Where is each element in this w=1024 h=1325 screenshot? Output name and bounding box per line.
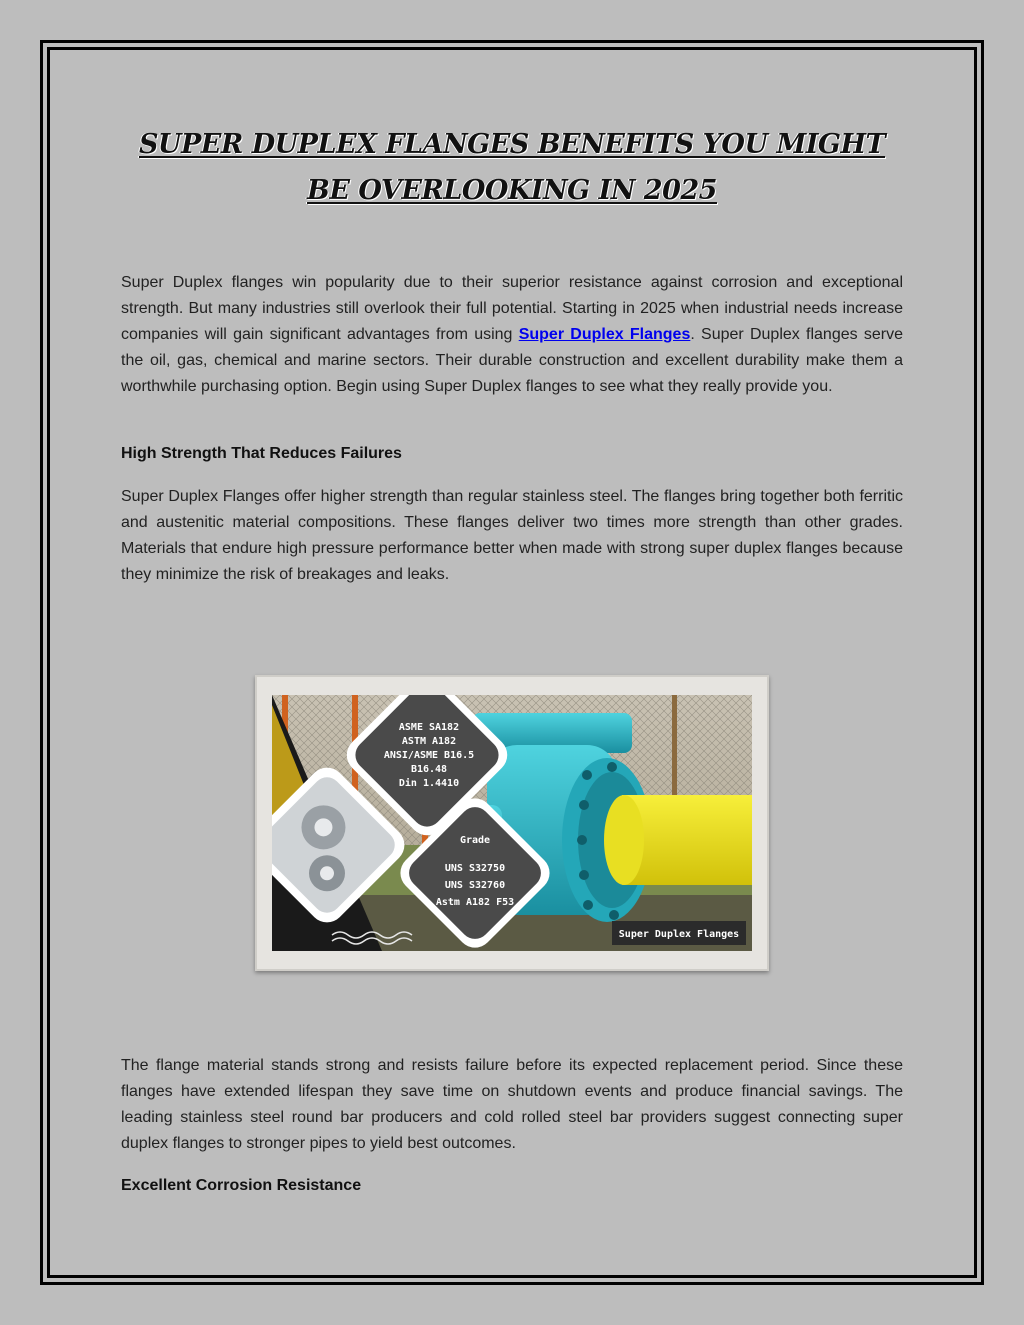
super-duplex-flanges-link[interactable]: Super Duplex Flanges [518,326,691,343]
document-title: SUPER DUPLEX FLANGES BENEFITS YOU MIGHT BE OVERLOOKING IN 2025 [138,129,886,206]
super-duplex-flanges-image [272,695,752,951]
spec-line-2: ASTM A182 [401,736,457,747]
intro-text-end: . Super Duplex flanges serve the oil, gas, chemical and marine sectors. Their durable construction and excellent durability make them a worthwhile purchasing option. Begin using Super Duplex flanges to see what they really provide you. [121,326,903,395]
section-heading-high-strength: High Strength That Reduces Failures [121,445,402,462]
grade-title: Grade [459,835,491,846]
high-strength-paragraph: Super Duplex Flanges offer higher strength than regular stainless steel. The flanges bring together both ferritic and austenitic material compositions. These flanges deliver two times more strength than other grades. Materials that endure high pressure performance better when made with strong super duplex flanges because they minimize the risk of breakages and leaks. [121,488,903,583]
intro-text-start: Super Duplex flanges win popularity due to their superior resistance against corrosion and exceptional strength. But many industries still overlook their full potential. Starting in 2025 when industrial needs increase companies will gain significant advantages from using [121,274,903,343]
spec-line-3: ANSI/ASME B16.5 [383,750,475,761]
spec-line-1: ASME SA182 [398,722,460,733]
grade-line-2: UNS S32760 [444,880,506,891]
spec-line-5: Din 1.4410 [398,778,460,789]
grade-line-3: Astm A182 F53 [435,897,515,908]
intro-paragraph [121,270,903,400]
lifespan-paragraph: The flange material stands strong and resists failure before its expected replacement period. Since these flanges have extended lifespan they save time on shutdown events and produce financial savings. The leading stainless steel round bar producers and cold rolled steel bar providers suggest connecting super duplex flanges to stronger pipes to yield best outcomes. [121,1057,903,1152]
section-heading-corrosion: Excellent Corrosion Resistance [121,1177,362,1194]
product-image-frame [255,675,769,971]
grade-line-1: UNS S32750 [444,863,506,874]
image-caption: Super Duplex Flanges [618,929,740,940]
spec-line-4: B16.48 [410,764,448,775]
